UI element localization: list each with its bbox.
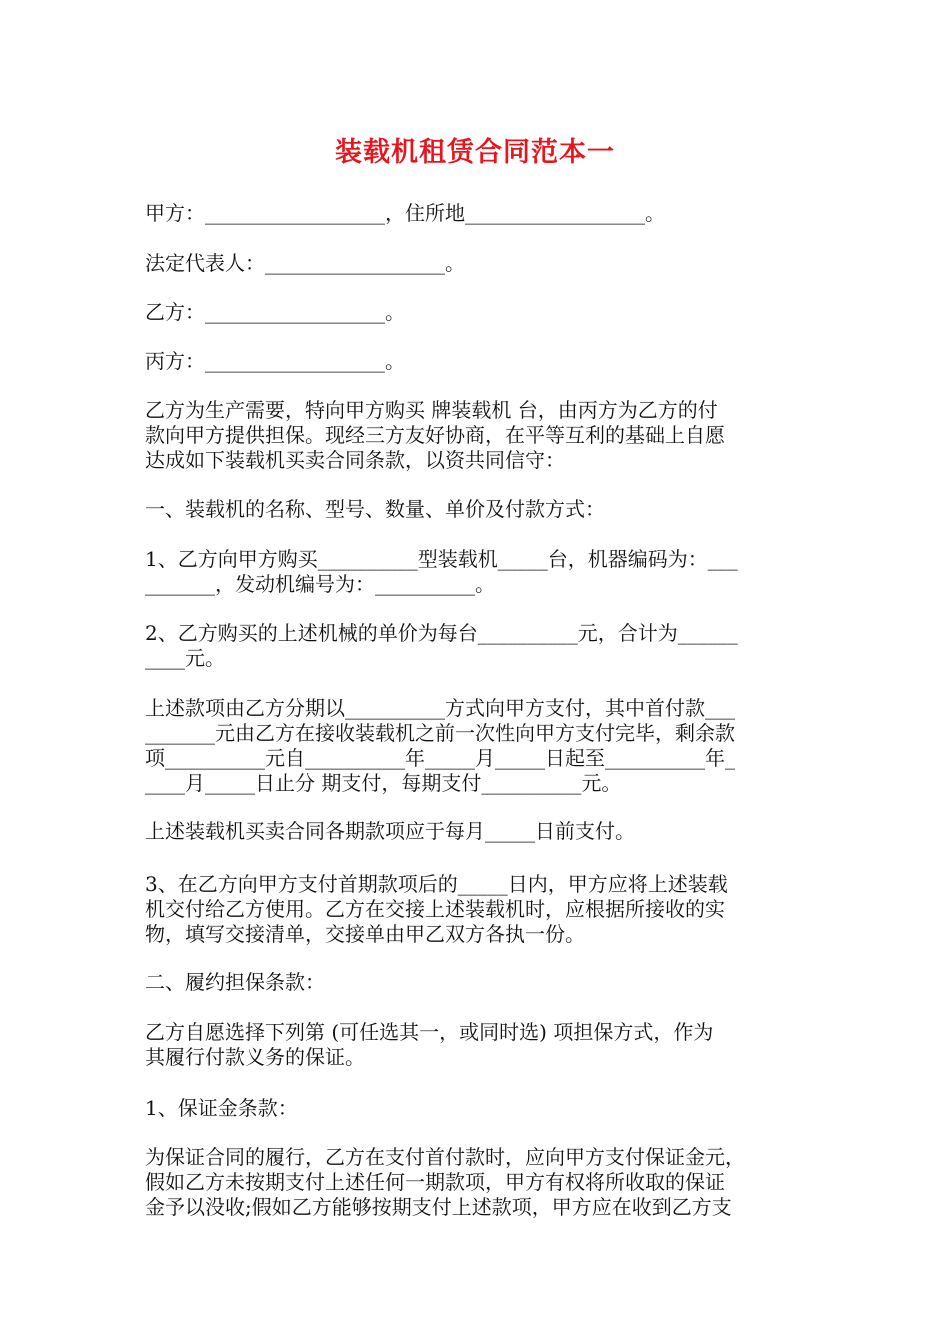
clause-2-paragraph xyxy=(145,621,813,671)
text-line: 为保证合同的履行，乙方在支付首付款时，应向甲方支付保证金元， xyxy=(145,1145,745,1169)
monthly-deadline-paragraph xyxy=(145,819,813,844)
text-line: _______元由乙方在接收装载机之前一次性向甲方支付完毕，剩余款 xyxy=(145,721,735,745)
section-two-heading xyxy=(145,970,813,995)
legal-representative-paragraph xyxy=(145,251,813,276)
text-line: 1、乙方向甲方购买__________型装载机_____台，机器编码为：___ xyxy=(145,547,738,571)
text-line: 上述款项由乙方分期以__________方式向甲方支付，其中首付款___ xyxy=(145,696,735,720)
payment-terms-paragraph xyxy=(145,696,813,796)
text-line: 其履行付款义务的保证。 xyxy=(145,1045,365,1069)
text-line: 假如乙方未按期支付上述任何一期款项，甲方有权将所收取的保证 xyxy=(145,1170,725,1194)
text-line: 一、装载机的名称、型号、数量、单价及付款方式： xyxy=(145,497,605,521)
text-line: _______，发动机编号为：__________。 xyxy=(145,572,495,596)
text-line: 项__________元自__________年_____月_____日起至__________年_ xyxy=(145,746,735,770)
deposit-clause-heading xyxy=(145,1096,813,1121)
text-line: 上述装载机买卖合同各期款项应于每月_____日前支付。 xyxy=(145,819,635,843)
party-c-paragraph xyxy=(145,349,813,374)
text-line: 2、乙方购买的上述机械的单价为每台__________元，合计为______ xyxy=(145,621,738,645)
section-one-heading xyxy=(145,497,813,522)
document-title: 装载机租赁合同范本一 xyxy=(335,137,615,168)
party-b-paragraph xyxy=(145,300,813,325)
text-line: 金予以没收;假如乙方能够按期支付上述款项，甲方应在收到乙方支 xyxy=(145,1195,732,1219)
clause-1-paragraph xyxy=(145,547,813,597)
text-line: 乙方为生产需要，特向甲方购买 牌装载机 台，由丙方为乙方的付 xyxy=(145,398,718,422)
text-line: 3、在乙方向甲方支付首期款项后的_____日内，甲方应将上述装载 xyxy=(145,872,728,896)
text-line: 丙方：__________________。 xyxy=(145,349,405,373)
text-line: ____月_____日止分 期支付，每期支付__________元。 xyxy=(145,771,622,795)
text-line: 1、保证金条款： xyxy=(145,1096,298,1120)
text-line: 达成如下装载机买卖合同条款，以资共同信守： xyxy=(145,448,565,472)
deposit-clause-paragraph xyxy=(145,1145,813,1220)
text-line: 甲方：__________________，住所地__________________。 xyxy=(145,201,665,225)
preamble-paragraph xyxy=(145,398,813,473)
text-line: 机交付给乙方使用。乙方在交接上述装载机时，应根据所接收的实 xyxy=(145,897,725,921)
guarantee-choice-paragraph xyxy=(145,1020,813,1070)
party-a-paragraph xyxy=(145,201,813,226)
text-line: 物，填写交接清单，交接单由甲乙双方各执一份。 xyxy=(145,922,585,946)
text-line: 款向甲方提供担保。现经三方友好协商，在平等互利的基础上自愿 xyxy=(145,423,725,447)
clause-3-paragraph xyxy=(145,872,813,947)
text-line: 乙方：__________________。 xyxy=(145,300,405,324)
text-line: 法定代表人：__________________。 xyxy=(145,251,465,275)
text-line: ____元。 xyxy=(145,646,225,670)
text-line: 二、履约担保条款： xyxy=(145,970,325,994)
text-line: 乙方自愿选择下列第 (可任选其一，或同时选) 项担保方式，作为 xyxy=(145,1020,714,1044)
